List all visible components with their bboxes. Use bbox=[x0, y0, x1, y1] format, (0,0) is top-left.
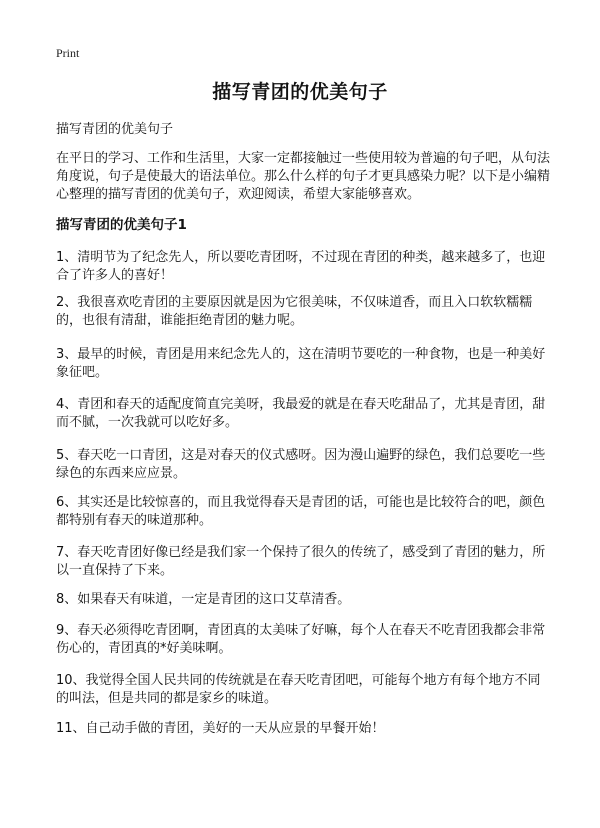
list-item: 6、其实还是比较惊喜的，而且我觉得春天是青团的话，可能也是比较符合的吧，颜色都特别有春天的味道那种。 bbox=[56, 495, 546, 528]
intro-paragraph: 在平日的学习、工作和生活里，大家一定都接触过一些使用较为普遍的句子吧，从句法角度说，句子是使最大的语法单位。那么什么样的句子才更具感染力呢？以下是小编精心整理的描写青团的优美句子，欢迎阅读，希望大家能够喜欢。 bbox=[56, 151, 551, 202]
list-item: 5、春天吃一口青团，这是对春天的仪式感呀。因为漫山遍野的绿色，我们总要吃一些绿色的东西来应应景。 bbox=[56, 448, 546, 481]
list-item: 7、春天吃青团好像已经是我们家一个保持了很久的传统了，感受到了青团的魅力，所以一直保持了下来。 bbox=[56, 545, 546, 578]
section-heading: 描写青团的优美句子1 bbox=[56, 217, 187, 233]
print-label: Print bbox=[56, 46, 80, 60]
list-item: 2、我很喜欢吃青团的主要原因就是因为它很美味，不仅味道香，而且入口软软糯糯的，也很有清甜，谁能拒绝青团的魅力呢。 bbox=[56, 295, 533, 328]
list-item: 1、清明节为了纪念先人，所以要吃青团呀，不过现在青团的种类，越来越多了，也迎合了许多人的喜好！ bbox=[56, 250, 546, 283]
list-item: 8、如果春天有味道，一定是青团的这口艾草清香。 bbox=[56, 592, 351, 607]
list-item: 9、春天必须得吃青团啊，青团真的太美味了好嘛，每个人在春天不吃青团我都会非常伤心的，青团真的*好美味啊。 bbox=[56, 623, 546, 656]
list-item: 11、自己动手做的青团，美好的一天从应景的早餐开始！ bbox=[56, 721, 385, 736]
document-subtitle: 描写青团的优美句子 bbox=[56, 122, 174, 137]
list-item: 3、最早的时候，青团是用来纪念先人的，这在清明节要吃的一种食物，也是一种美好象征吧。 bbox=[56, 347, 546, 380]
document-title: 描写青团的优美句子 bbox=[212, 81, 388, 103]
list-item: 4、青团和春天的适配度简直完美呀，我最爱的就是在春天吃甜品了，尤其是青团，甜而不腻，一次我就可以吃好多。 bbox=[56, 397, 546, 430]
list-item: 10、我觉得全国人民共同的传统就是在春天吃青团吧，可能每个地方有每个地方不同的叫法，但是共同的都是家乡的味道。 bbox=[56, 673, 541, 706]
